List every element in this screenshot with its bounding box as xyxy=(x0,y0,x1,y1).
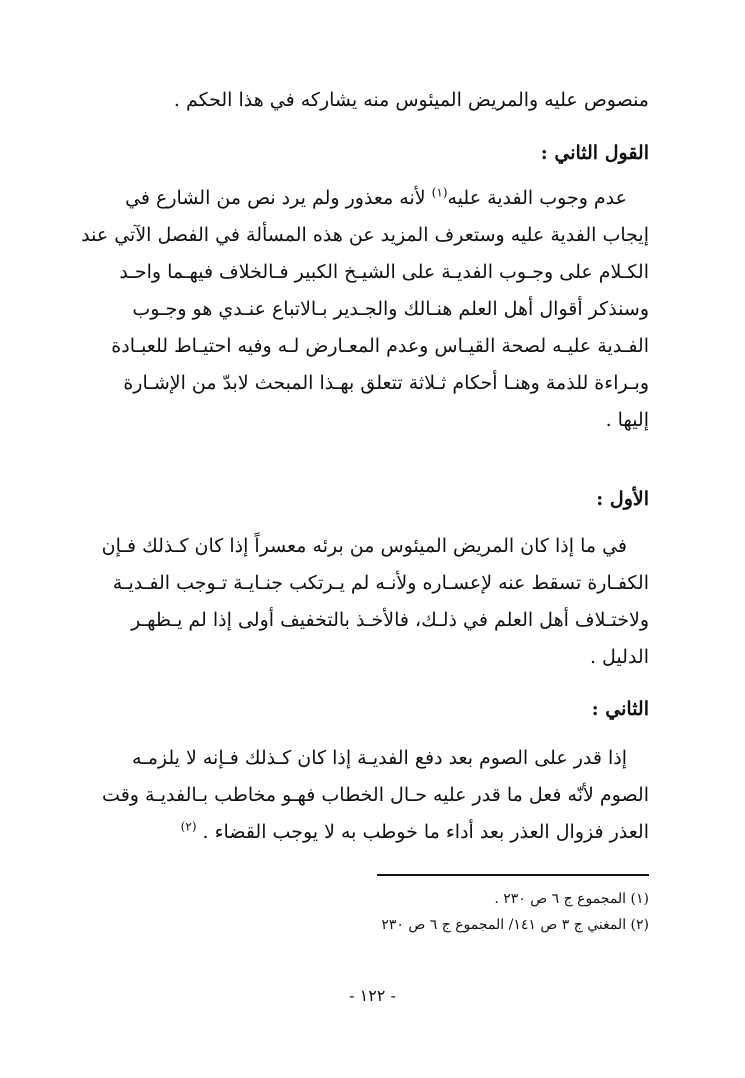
section-heading-second: الثاني : xyxy=(591,698,649,720)
section-heading-first: الأول : xyxy=(596,488,649,510)
text-line: منصوص عليه والمريض الميئوس منه يشاركه في هذا الحكم . xyxy=(173,89,649,111)
text-line: ولاختـلاف أهل العلم في ذلـك، فالأخـذ بالتخفيف أولى إذا لم يـظهـر xyxy=(131,609,649,631)
footnotes xyxy=(96,886,649,938)
footnote-marker: (٢) xyxy=(180,819,197,834)
second-opinion-paragraph xyxy=(81,180,649,439)
page-number: - ١٢٢ - xyxy=(349,986,396,1005)
text-line xyxy=(96,180,649,217)
text-line: وسنذكر أقوال أهل العلم هنـالك والجـدير بـالاتباع عنـدي هو وجـوب xyxy=(132,298,649,320)
text-line xyxy=(96,814,649,851)
footnote-separator xyxy=(377,874,649,876)
text-segment: لأنه معذور ولم يرد نص من الشارع في xyxy=(125,187,432,209)
footnote-marker: (١) xyxy=(431,185,448,200)
text-line: إليها . xyxy=(605,409,649,431)
text-segment: العذر فزوال العذر بعد أداء ما خوطب به لا يوجب القضاء . xyxy=(202,821,649,843)
text-line: الكـلام على وجـوب الفديـة على الشيـخ الكبير فـالخلاف فيهـما واحـد xyxy=(119,261,649,283)
text-line: وبـراءة للذمة وهنـا أحكام ثـلاثة تتعلق بهـذا المبحث لابدّ من الإشـارة xyxy=(123,372,649,394)
text-line: الكفـارة تسقط عنه لإعسـاره ولأنـه لم يـرتكب جنـايـة تـوجب الفـديـة xyxy=(112,572,649,594)
text-line: إذا قدر على الصوم بعد دفع الفديـة إذا كان كـذلك فـإنه لا يلزمـه xyxy=(131,747,627,769)
text-line: الفـدية عليـه لصحة القيـاس وعدم المعـارض لـه وفيه احتيـاط للعبـادة xyxy=(111,335,649,357)
section-heading-second-opinion: القول الثاني : xyxy=(540,142,649,164)
second-paragraph xyxy=(96,740,649,851)
intro-paragraph xyxy=(96,82,649,119)
footnote: (٢) المغني ج ٣ ص ١٤١/ المجموع ج ٦ ص ٢٣٠ xyxy=(381,917,649,933)
first-paragraph xyxy=(96,528,649,676)
text-line: الصوم لأنّه فعل ما قدر عليه حـال الخطاب فهـو مخاطب بـالفديـة وقت xyxy=(102,784,649,806)
text-segment: عدم وجوب الفدية عليه xyxy=(447,187,627,209)
text-line: في ما إذا كان المريض الميئوس من برئه معسراً إذا كان كـذلك فـإن xyxy=(101,535,627,557)
text-line: الدليل . xyxy=(589,646,649,668)
footnote: (١) المجموع ج ٦ ص ٢٣٠ . xyxy=(494,891,649,907)
text-line: إيجاب الفدية عليه وستعرف المزيد عن هذه المسألة في الفصل الآتي عند xyxy=(81,224,649,246)
